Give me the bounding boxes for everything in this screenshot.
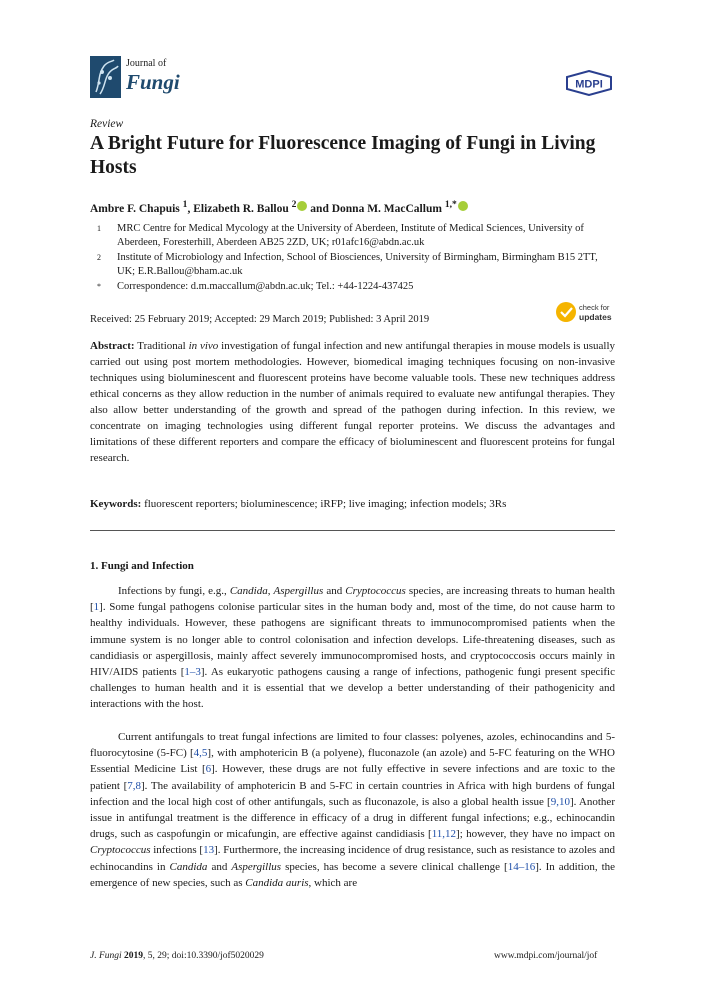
check-for-updates-badge[interactable] bbox=[555, 300, 617, 324]
journal-name-line1: Journal of bbox=[126, 58, 167, 69]
keywords bbox=[90, 498, 615, 510]
author-affiliation-mark: 1,* bbox=[444, 199, 457, 210]
section-heading: 1. Fungi and Infection bbox=[90, 560, 194, 572]
mdpi-logo[interactable] bbox=[565, 70, 613, 96]
citation-link[interactable]: 1 bbox=[93, 601, 100, 614]
body-paragraph: Current antifungals to treat fungal infections are limited to four classes: polyenes, azoles, echinocandins and 5-fluorocytosine (5-FC) [4,5], with amphotericin B (a polyene), fluconazole (an azole) and 5-FC featuring on the WHO Essential Medicine List [6]. However, these drugs are not fully effective in severe infections and are toxic to the patient [7,8]. The availability of amphotericin B and 5-FC in certain countries in Africa with high burdens of fungal infection and the local high cost of other antifungals, such as fluconazole, is also a global health issue [9,10]. Another issue in antifungal treatment is the difference in efficacy of a drug in different fungal infections; e.g., echinocandin drugs, such as caspofungin or micafungin, are effective against candidiasis [11,12]; however, they have no impact on Cryptococcus infections [13]. Furthermore, the increasing incidence of drug resistance, such as resistance to azoles and echinocandins in Candida and Aspergillus species, has become a severe clinical challenge [14–16]. In addition, the emergence of new species, such as Candida auris, which are bbox=[90, 731, 616, 889]
abstract: Abstract: Traditional in vivo investigation of fungal infection and new antifungal therapies in mouse models is usually carried out using post mortem methodologies. However, biomedical imaging techniques focusing on non-invasive techniques using bioluminescent and fluorescent proteins have become valuable tools. These new techniques address ethical concerns as they allow reduction in the number of animals required to evaluate new antifungal therapies. They also allow better understanding of the growth and spread of the pathogen during infection. In this review, we concentrate on imaging technologies using different fungal reporter proteins. We discuss the advantages and limitations of these different reporters and compare the efficacy of bioluminescent and fluorescent proteins for fungal research. bbox=[90, 340, 616, 464]
affiliation-number: * bbox=[97, 282, 101, 291]
article-type: Review bbox=[90, 118, 124, 130]
svg-text:check for: check for bbox=[579, 303, 610, 312]
citation-link[interactable]: 4,5 bbox=[193, 747, 208, 760]
affiliation-number: 2 bbox=[97, 253, 101, 262]
keywords-label: Keywords: bbox=[90, 498, 142, 510]
svg-text:updates: updates bbox=[579, 312, 612, 322]
author-name[interactable]: Donna M. MacCallum bbox=[331, 202, 442, 215]
citation-link[interactable]: 9,10 bbox=[550, 795, 570, 808]
journal-name-line2: Fungi bbox=[126, 70, 180, 94]
body-paragraph: Infections by fungi, e.g., Candida, Aspergillus and Cryptococcus species, are increasing threats to human health [1]. Some fungal pathogens colonise particular sites in the human body and, most of the time, do not cause harm to healthy individuals. However, these pathogens are significant threats to immunocompromised patients when the immune system is no longer able to control colonisation and infection develops. Life-threatening diseases, such as candidiasis or aspergillosis, mainly affect severely immunocompromised hosts, and cryptococcosis occurs mainly in HIV/AIDS patients [1–3]. As eukaryotic pathogens causing a range of infections, pathogenic fungi present specific challenges to human health and it is essential that we develop a better understanding of their pathogenicity and interactions with the host. bbox=[90, 585, 616, 711]
publication-dates: Received: 25 February 2019; Accepted: 29 March 2019; Published: 3 April 2019 bbox=[90, 314, 430, 325]
footer-url[interactable]: www.mdpi.com/journal/jof bbox=[494, 951, 598, 961]
citation-link[interactable]: 6 bbox=[205, 763, 212, 776]
citation-link[interactable]: 11,12 bbox=[431, 828, 457, 841]
mdpi-logo-text: MDPI bbox=[575, 78, 603, 91]
section-divider bbox=[90, 530, 615, 531]
citation-link[interactable]: 7,8 bbox=[127, 779, 141, 792]
keywords-text: fluorescent reporters; bioluminescence; iRFP; live imaging; infection models; 3Rs bbox=[144, 498, 507, 510]
author-conjunction: and bbox=[310, 202, 329, 215]
author-list: Ambre F. Chapuis $^1$, Elizabeth R. Ballou $^2$ and Donna M. MacCallum $^{1,*}$ bbox=[90, 199, 468, 215]
fungi-logo-icon bbox=[90, 56, 121, 98]
author-affiliation-mark: 2 bbox=[291, 199, 297, 210]
author-affiliation-mark: 1 bbox=[182, 199, 188, 210]
check-icon bbox=[556, 302, 576, 322]
orcid-icon[interactable] bbox=[297, 201, 307, 211]
abstract-label: Abstract: bbox=[90, 340, 135, 352]
correspondence-text: Correspondence: d.m.maccallum@abdn.ac.uk; Tel.: +44-1224-437425 bbox=[117, 281, 414, 292]
paper-title: A Bright Future for Fluorescence Imaging of Fungi in Living Hosts bbox=[90, 133, 596, 178]
citation-link[interactable]: 14–16 bbox=[507, 860, 536, 873]
orcid-icon[interactable] bbox=[458, 201, 468, 211]
affiliation-text: MRC Centre for Medical Mycology at the University of Aberdeen, Institute of Medical Sciences, University of Aberdeen, Foresterhill, Aberdeen AB25 2ZD, UK; r01afc16@abdn.ac.uk bbox=[117, 223, 584, 248]
affiliation-number: 1 bbox=[97, 224, 101, 233]
author-name[interactable]: Ambre F. Chapuis bbox=[90, 202, 180, 215]
citation-link[interactable]: 13 bbox=[203, 844, 215, 857]
journal-logo[interactable] bbox=[90, 56, 200, 102]
affiliation-text: Institute of Microbiology and Infection, School of Biosciences, University of Birmingham, Birmingham B15 2TT, UK; E.R.Ballou@bham.ac.uk bbox=[117, 252, 598, 277]
footer-citation: J. Fungi 2019, 5, 29; doi:10.3390/jof5020029 bbox=[90, 951, 264, 961]
author-name[interactable]: Elizabeth R. Ballou bbox=[193, 202, 289, 215]
citation-link[interactable]: 1–3 bbox=[184, 666, 201, 679]
